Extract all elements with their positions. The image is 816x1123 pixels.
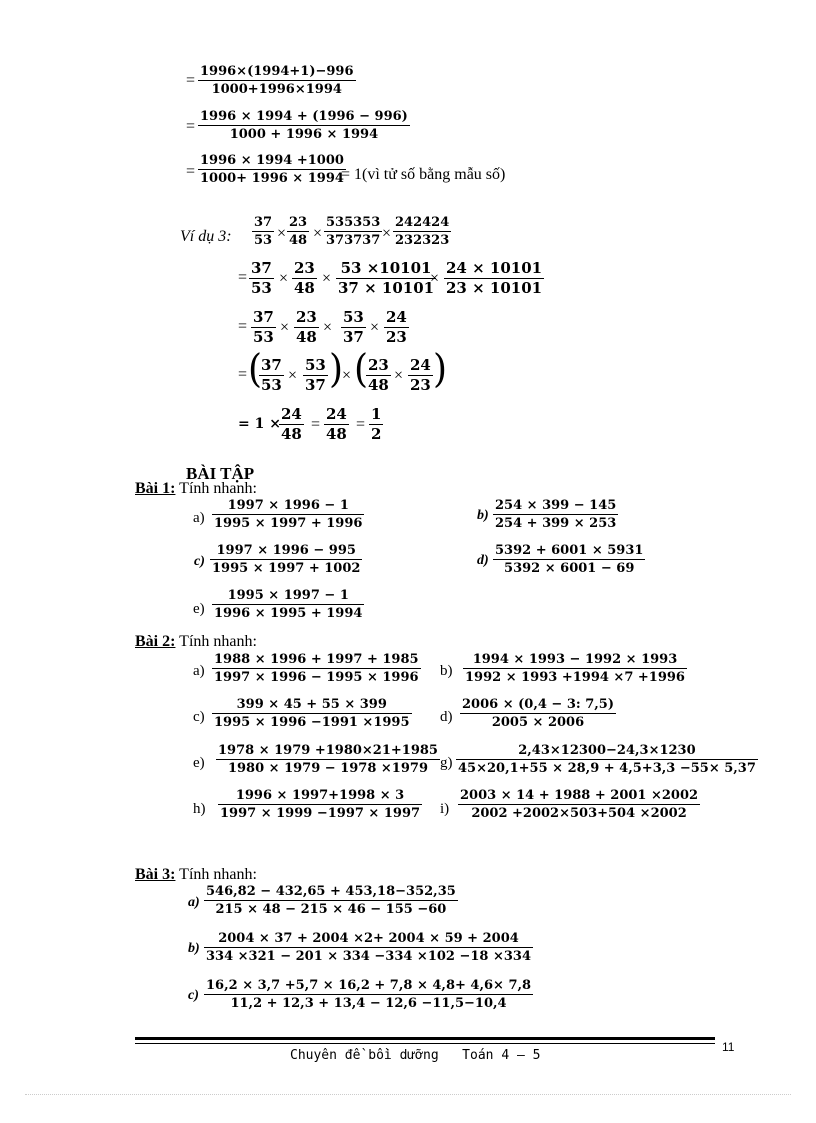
times-sign: × xyxy=(280,319,290,336)
item-label: e) xyxy=(193,601,205,617)
times-sign: × xyxy=(370,319,380,336)
item-label: c) xyxy=(188,988,199,1003)
fraction: 37 53 xyxy=(251,259,272,297)
exercise-2h: 1996 × 1997+1998 × 3 1997 × 1999 −1997 × 1997 xyxy=(220,788,421,821)
item-label: a) xyxy=(193,663,205,679)
fraction: 24 48 xyxy=(326,405,347,443)
equals-sign: = xyxy=(186,163,196,180)
footer-rule-thin xyxy=(135,1043,715,1044)
exercise-3c: 16,2 × 3,7 +5,7 × 16,2 + 7,8 × 4,8+ 4,6× 7,8 11,2 + 12,3 + 13,4 − 12,6 −11,5−10,4 xyxy=(206,978,532,1011)
item-label: b) xyxy=(188,941,200,956)
fraction: 53 37 xyxy=(343,308,364,346)
exercise-3-heading: Bài 3: Tính nhanh: xyxy=(135,866,257,883)
left-parenthesis: ( xyxy=(354,346,369,392)
fraction: 53 ×10101 37 × 10101 xyxy=(338,259,435,297)
fraction: 24 48 xyxy=(281,405,302,443)
exercise-1a: 1997 × 1996 − 1 1995 × 1997 + 1996 xyxy=(214,498,363,531)
exercise-2d: 2006 × (0,4 − 3: 7,5) 2005 × 2006 xyxy=(462,697,614,730)
fraction-step-1: 1996×(1994+1)−996 1000+1996×1994 xyxy=(200,64,354,97)
exercise-3a: 546,82 − 432,65 + 453,18−352,35 215 × 48 − 215 × 46 − 155 −60 xyxy=(206,884,456,917)
page-bottom-dotted-line xyxy=(25,1094,791,1095)
item-label: d) xyxy=(477,553,489,568)
fraction: 535353 373737 xyxy=(326,215,381,248)
times-one: = 1 × xyxy=(238,416,281,432)
equals-sign: = xyxy=(311,416,321,433)
exercise-1d: 5392 + 6001 × 5931 5392 × 6001 − 69 xyxy=(495,543,644,576)
times-sign: × xyxy=(430,270,440,287)
item-label: i) xyxy=(440,801,450,817)
fraction: 23 48 xyxy=(289,215,308,248)
right-parenthesis: ) xyxy=(433,346,448,392)
example-label: Ví dụ 3: xyxy=(180,228,232,245)
equals-sign: = xyxy=(238,366,248,383)
item-label: e) xyxy=(193,755,205,771)
right-parenthesis: ) xyxy=(329,346,344,392)
exercise-2g: 2,43×12300−24,3×1230 45×20,1+55 × 28,9 + 4,5+3,3 −55× 5,37 xyxy=(458,743,756,776)
fraction: 24 23 xyxy=(410,356,431,394)
fraction: 242424 232323 xyxy=(395,215,450,248)
fraction: 23 48 xyxy=(294,259,315,297)
item-label: b) xyxy=(440,663,453,679)
times-sign: × xyxy=(382,225,392,242)
fraction: 23 48 xyxy=(368,356,389,394)
exercise-2-heading: Bài 2: Tính nhanh: xyxy=(135,633,257,650)
exercise-1e: 1995 × 1997 − 1 1996 × 1995 + 1994 xyxy=(214,588,363,621)
equals-sign: = xyxy=(356,416,366,433)
item-label: b) xyxy=(477,508,489,523)
left-parenthesis: ( xyxy=(248,346,263,392)
times-sign: × xyxy=(342,367,352,384)
item-label: a) xyxy=(188,895,200,910)
fraction: 1 2 xyxy=(371,405,382,443)
item-label: c) xyxy=(193,709,205,725)
times-sign: × xyxy=(288,367,298,384)
exercise-2a: 1988 × 1996 + 1997 + 1985 1997 × 1996 − 1995 × 1996 xyxy=(214,652,419,685)
item-label: d) xyxy=(440,709,453,725)
fraction: 53 37 xyxy=(305,356,326,394)
step-result: = 1(vì tử số bằng mẫu số) xyxy=(341,166,506,183)
times-sign: × xyxy=(313,225,323,242)
equals-sign: = xyxy=(238,269,248,286)
exercise-2i: 2003 × 14 + 1988 + 2001 ×2002 2002 +2002×503+504 ×2002 xyxy=(460,788,699,821)
fraction: 24 23 xyxy=(386,308,407,346)
section-heading: BÀI TẬP xyxy=(186,464,255,483)
exercise-2b: 1994 × 1993 − 1992 × 1993 1992 × 1993 +1994 ×7 +1996 xyxy=(465,652,685,685)
equals-sign: = xyxy=(186,118,196,135)
fraction-step-2: 1996 × 1994 + (1996 − 996) 1000 + 1996 × 1994 xyxy=(200,109,408,142)
exercise-2e: 1978 × 1979 +1980×21+1985 1980 × 1979 − 1978 ×1979 xyxy=(218,743,438,776)
exercise-1c: 1997 × 1996 − 995 1995 × 1997 + 1002 xyxy=(212,543,361,576)
times-sign: × xyxy=(322,270,332,287)
fraction-step-3: 1996 × 1994 +1000 1000+ 1996 × 1994 xyxy=(200,153,344,186)
times-sign: × xyxy=(279,270,289,287)
times-sign: × xyxy=(394,367,404,384)
page-number: 11 xyxy=(722,1040,735,1054)
fraction: 23 48 xyxy=(296,308,317,346)
exercise-2c: 399 × 45 + 55 × 399 1995 × 1996 −1991 ×1995 xyxy=(214,697,410,730)
item-label: a) xyxy=(193,510,205,526)
item-label: h) xyxy=(193,801,206,817)
times-sign: × xyxy=(277,225,287,242)
equals-sign: = xyxy=(186,72,196,89)
footer-title: Chuyên đề bồi dưỡng Toán 4 – 5 xyxy=(290,1048,541,1063)
exercise-3b: 2004 × 37 + 2004 ×2+ 2004 × 59 + 2004 334 ×321 − 201 × 334 −334 ×102 −18 ×334 xyxy=(206,931,532,964)
fraction: 37 53 xyxy=(261,356,282,394)
exercise-1-heading: Bài 1: Tính nhanh: xyxy=(135,480,257,497)
times-sign: × xyxy=(323,319,333,336)
fraction: 24 × 10101 23 × 10101 xyxy=(446,259,543,297)
item-label: c) xyxy=(194,554,205,569)
fraction: 37 53 xyxy=(253,308,274,346)
footer-rule-thick xyxy=(135,1037,715,1040)
item-label: g) xyxy=(440,755,453,771)
fraction: 37 53 xyxy=(254,215,273,248)
exercise-1b: 254 × 399 − 145 254 + 399 × 253 xyxy=(495,498,617,531)
equals-sign: = xyxy=(238,318,248,335)
